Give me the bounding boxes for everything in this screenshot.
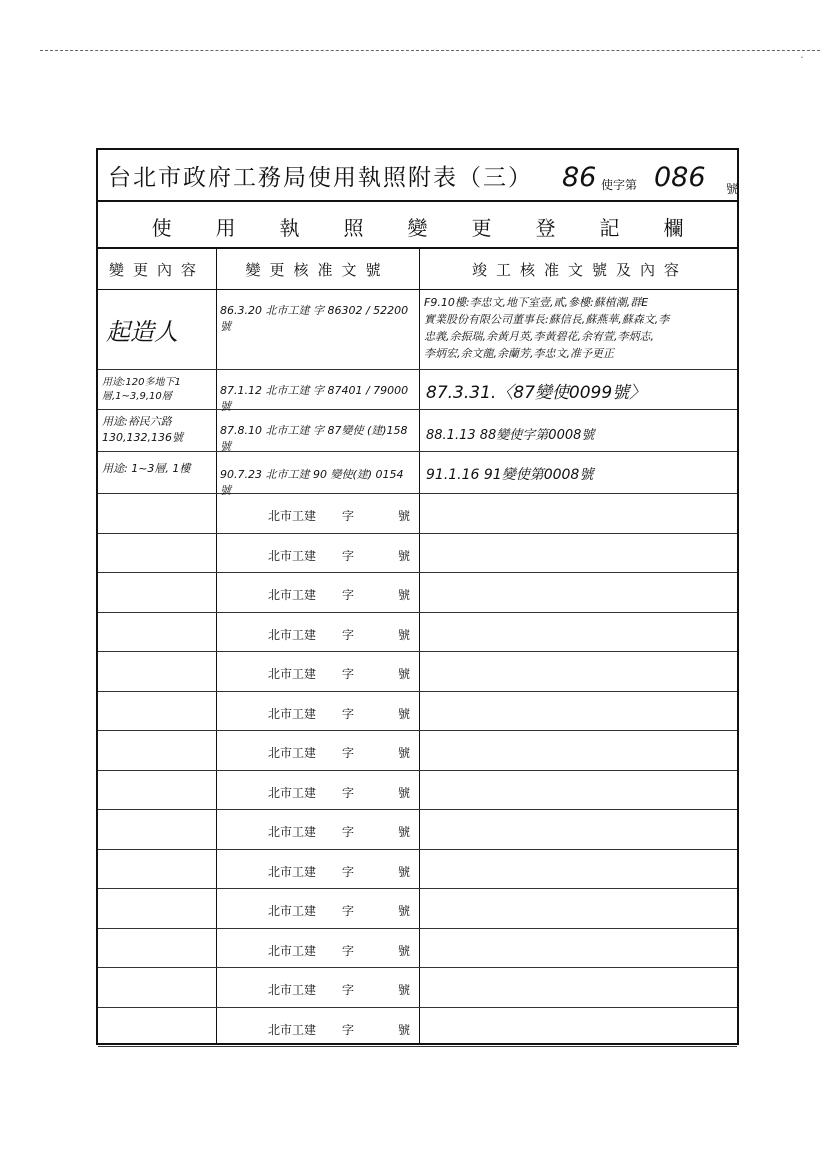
record-row xyxy=(98,290,737,370)
hao-label: 號 xyxy=(726,182,739,196)
change-content-cell: 用途: 1~3層, 1樓 xyxy=(102,462,191,475)
zi-label: 字 xyxy=(342,785,355,800)
hao-label: 號 xyxy=(398,746,411,760)
change-content-cell xyxy=(98,573,216,612)
handwritten-year: 86 xyxy=(562,162,597,193)
change-content-cell: 用途:裕民六路 130,132,136號 xyxy=(102,415,183,444)
zi-label: 字 xyxy=(342,706,355,721)
completion-cell: 91.1.16 91變使第0008號 xyxy=(426,467,594,483)
dept-label: 北市工建 xyxy=(268,667,317,681)
completion-cell xyxy=(419,968,741,1007)
zi-label: 字 xyxy=(342,509,355,523)
change-content-cell xyxy=(98,850,216,889)
dept-label: 北市工建 xyxy=(268,943,317,958)
change-approval-cell xyxy=(216,771,419,810)
empty-record-row xyxy=(98,1008,737,1048)
zi-label: 字 xyxy=(342,943,355,958)
dept-label: 北市工建 xyxy=(268,588,317,602)
dept-label: 北市工建 xyxy=(268,825,317,839)
empty-record-row xyxy=(98,810,737,850)
dept-label: 北市工建 xyxy=(268,785,317,800)
hao-label: 號 xyxy=(398,1022,411,1037)
change-approval-cell: 87.8.10 北市工建 字 87變使 (建)158 號 xyxy=(220,424,408,453)
change-content-cell xyxy=(98,810,216,849)
change-approval-cell xyxy=(216,613,419,652)
zi-label: 字 xyxy=(342,1022,355,1037)
zi-label: 字 xyxy=(342,746,355,760)
completion-cell xyxy=(419,494,741,533)
empty-record-row xyxy=(98,850,737,890)
hao-label: 號 xyxy=(398,548,411,563)
change-content-cell xyxy=(98,1008,216,1047)
hao-label: 號 xyxy=(398,983,411,997)
change-approval-cell xyxy=(216,850,419,889)
completion-line: F9.10樓:李忠文,地下室壹,貳,參樓:蘇植潮,群E xyxy=(424,296,649,309)
hao-label: 號 xyxy=(398,943,411,958)
empty-record-row xyxy=(98,573,737,613)
completion-cell xyxy=(419,534,741,573)
scan-mark: ˇ xyxy=(800,56,804,65)
section-title-row xyxy=(98,202,737,249)
zi-label: 字 xyxy=(342,627,355,642)
empty-record-row xyxy=(98,613,737,653)
change-approval-cell xyxy=(216,889,419,928)
completion-cell: 87.3.31.〈87變使0099號〉 xyxy=(426,383,647,403)
change-approval-cell: 90.7.23 北市工建 90 變使(建) 0154 號 xyxy=(220,468,404,497)
change-approval-cell xyxy=(216,810,419,849)
change-approval-cell xyxy=(216,494,419,533)
permit-appendix-form xyxy=(96,148,739,1045)
change-content-cell xyxy=(98,731,216,770)
completion-cell xyxy=(419,652,741,691)
zi-label: 字 xyxy=(342,667,355,681)
zi-label: 字 xyxy=(342,548,355,563)
change-content-cell xyxy=(98,929,216,968)
completion-cell xyxy=(419,692,741,731)
completion-line: 忠義,余振瑞,余黃月英,李黃碧花,余宥萱,李炳志, xyxy=(424,330,654,343)
dept-label: 北市工建 xyxy=(268,509,317,523)
hao-label: 號 xyxy=(398,588,411,602)
completion-cell: 88.1.13 88變使字第0008號 xyxy=(426,428,595,443)
record-row xyxy=(98,452,737,497)
dept-label: 北市工建 xyxy=(268,548,317,563)
completion-cell xyxy=(419,929,741,968)
hao-label: 號 xyxy=(398,825,411,839)
dept-label: 北市工建 xyxy=(268,904,317,918)
permit-label: 使字第 xyxy=(601,178,638,192)
change-approval-cell xyxy=(216,731,419,770)
change-content-cell xyxy=(98,771,216,810)
dept-label: 北市工建 xyxy=(268,746,317,760)
change-approval-cell: 86.3.20 北市工建 字 86302 / 52200 號 xyxy=(220,304,409,333)
hao-label: 號 xyxy=(398,509,411,523)
dept-label: 北市工建 xyxy=(268,627,317,642)
change-approval-cell xyxy=(216,534,419,573)
change-content-cell xyxy=(98,889,216,928)
hao-label: 號 xyxy=(398,904,411,918)
hao-label: 號 xyxy=(398,627,411,642)
dept-label: 北市工建 xyxy=(268,864,317,879)
section-title: 使用執照變更登記欄 xyxy=(151,216,728,240)
zi-label: 字 xyxy=(342,864,355,879)
empty-record-row xyxy=(98,968,737,1008)
completion-cell xyxy=(419,771,741,810)
title-row xyxy=(98,150,737,202)
hao-label: 號 xyxy=(398,667,411,681)
handwritten-permit-number: 086 xyxy=(654,162,706,193)
empty-record-row xyxy=(98,534,737,574)
empty-record-row xyxy=(98,889,737,929)
change-approval-cell xyxy=(216,692,419,731)
change-content-cell xyxy=(98,692,216,731)
change-approval-cell xyxy=(216,929,419,968)
record-row xyxy=(98,370,737,413)
completion-cell xyxy=(419,889,741,928)
completion-cell xyxy=(419,850,741,889)
completion-cell xyxy=(419,573,741,612)
change-approval-cell xyxy=(216,573,419,612)
change-content-cell xyxy=(98,968,216,1007)
zi-label: 字 xyxy=(342,588,355,602)
change-approval-cell xyxy=(216,652,419,691)
change-content-cell xyxy=(98,534,216,573)
change-content-cell xyxy=(98,494,216,533)
dept-label: 北市工建 xyxy=(268,983,317,997)
header-completion: 竣工核准文號及內容 xyxy=(471,260,688,279)
empty-record-row xyxy=(98,771,737,811)
hao-label: 號 xyxy=(398,785,411,800)
header-change-content: 變更內容 xyxy=(108,260,205,279)
dept-label: 北市工建 xyxy=(268,1022,317,1037)
zi-label: 字 xyxy=(342,904,355,918)
header-change-approval: 變更核准文號 xyxy=(245,260,390,279)
form-title: 台北市政府工務局使用執照附表（三） xyxy=(108,165,533,191)
completion-cell xyxy=(424,290,740,373)
change-approval-cell: 87.1.12 北市工建 字 87401 / 79000 號 xyxy=(220,384,409,413)
completion-cell xyxy=(419,1008,741,1047)
completion-cell xyxy=(419,613,741,652)
hao-label: 號 xyxy=(398,706,411,721)
record-row xyxy=(98,410,737,452)
change-content-cell: 起造人 xyxy=(106,318,178,346)
zi-label: 字 xyxy=(342,825,355,839)
empty-record-row xyxy=(98,731,737,771)
change-content-cell: 用途:120多地下1層,1~3,9,10層 xyxy=(102,377,181,402)
change-approval-cell xyxy=(216,1008,419,1047)
empty-record-row xyxy=(98,494,737,534)
completion-cell xyxy=(419,731,741,770)
column-header-row xyxy=(98,249,737,290)
dept-label: 北市工建 xyxy=(268,706,317,721)
completion-line: 實業股份有限公司董事長:蘇信長,蘇燕華,蘇森文,李 xyxy=(424,313,670,326)
scan-edge-line xyxy=(40,50,820,51)
change-content-cell xyxy=(98,613,216,652)
empty-record-row xyxy=(98,652,737,692)
completion-line: 李炳宏,余文龍,余蘭芳,李忠文,准予更正 xyxy=(424,347,614,360)
change-approval-cell xyxy=(216,968,419,1007)
completion-cell xyxy=(419,810,741,849)
hao-label: 號 xyxy=(398,864,411,879)
empty-record-row xyxy=(98,692,737,732)
zi-label: 字 xyxy=(342,983,355,997)
change-content-cell xyxy=(98,652,216,691)
empty-record-row xyxy=(98,929,737,969)
